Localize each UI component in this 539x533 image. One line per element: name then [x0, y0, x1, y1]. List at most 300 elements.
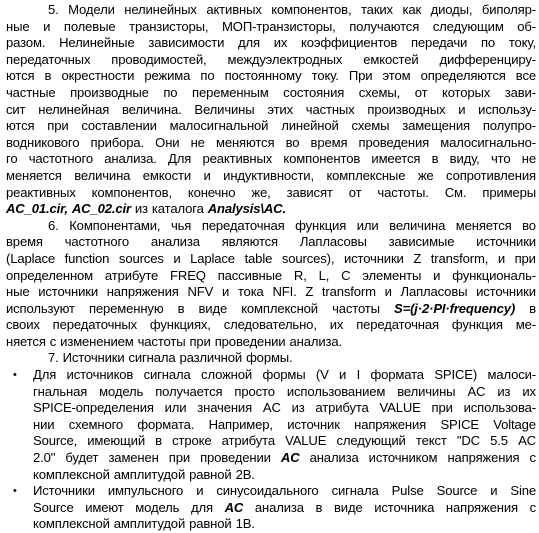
word: определяются: [420, 68, 506, 84]
word: 5.: [48, 2, 59, 17]
text-line: [6, 317, 536, 334]
text-line: [6, 268, 536, 285]
word: AC_01.cir,: [6, 201, 68, 217]
word: все: [515, 68, 536, 84]
word: Laplace: [190, 250, 235, 266]
word: по: [480, 35, 496, 51]
text-line: [6, 450, 536, 467]
text-line: [6, 483, 536, 500]
word: нии: [33, 416, 55, 432]
text-line: [6, 168, 536, 185]
word: в: [315, 499, 323, 515]
word: получается: [155, 383, 223, 399]
word: меняются: [215, 134, 275, 150]
word: формата.: [137, 416, 195, 432]
word: источники: [476, 284, 536, 300]
word: и: [458, 101, 466, 117]
word: частоты.: [377, 184, 429, 200]
word: емкостей: [363, 51, 419, 67]
word: амплитудой: [113, 466, 186, 482]
word: от: [414, 84, 428, 100]
word: проведении: [200, 450, 271, 466]
word: время: [310, 134, 348, 150]
word: для: [238, 35, 260, 51]
word: Z: [413, 250, 422, 266]
bullet-icon: •: [13, 369, 17, 382]
word: 1В.: [235, 516, 255, 532]
word: NFI.: [272, 284, 297, 300]
word: Лапласовы: [299, 234, 367, 250]
word: составлении: [81, 118, 157, 134]
word: Для: [168, 151, 192, 167]
word: напряжения: [447, 450, 520, 466]
word: формы.: [246, 350, 293, 366]
word: междуэлектродных: [227, 51, 343, 67]
word: передаточная: [356, 317, 439, 333]
word: передаточных: [52, 317, 137, 333]
word: таких: [360, 2, 393, 17]
word: току.: [311, 68, 339, 84]
word: источники: [343, 250, 404, 266]
text-line: [6, 284, 536, 301]
text-line: [6, 52, 536, 69]
word: модель: [135, 499, 180, 515]
text-line: [6, 334, 536, 351]
word: при: [514, 250, 536, 266]
word: функция: [451, 317, 503, 333]
word: что: [490, 151, 511, 167]
word: биполяр-: [481, 2, 536, 17]
word: ются: [6, 118, 35, 134]
word: являются: [221, 234, 278, 250]
word: Source,: [33, 433, 78, 449]
text-line: [6, 500, 536, 517]
word: анализа: [254, 499, 304, 515]
word: проведения: [358, 134, 430, 150]
word: анализа.: [289, 333, 342, 349]
word: атрибута: [315, 400, 369, 416]
word: сит: [6, 101, 26, 117]
word: чья: [170, 217, 192, 233]
word: в: [155, 433, 162, 449]
word: частные: [6, 84, 56, 100]
word: SPICE): [434, 367, 478, 383]
word: водникового: [6, 134, 80, 150]
word: 2.0": [33, 450, 56, 466]
word: схемы,: [358, 84, 401, 100]
word: и: [173, 250, 181, 266]
word: в: [177, 300, 185, 316]
word: примеры: [482, 184, 536, 200]
word: анализа: [309, 450, 359, 466]
text-line: [6, 234, 536, 251]
word: AC: [280, 450, 300, 466]
word: величины: [397, 383, 456, 399]
word: переменным: [192, 84, 269, 100]
text-line: [6, 102, 536, 119]
word: источник: [287, 416, 340, 432]
word: атрибуте: [104, 267, 159, 283]
word: I: [356, 367, 361, 383]
word: использу-: [478, 101, 536, 117]
word: AC_02.cir: [71, 201, 131, 217]
word: Источники: [62, 350, 125, 366]
word: используют: [6, 300, 75, 316]
word: просто: [234, 383, 275, 399]
text-line: [6, 135, 536, 152]
paragraph-p5: [6, 2, 536, 218]
word: производные: [70, 84, 149, 100]
word: AC: [224, 499, 244, 515]
word: окрестности: [61, 68, 135, 84]
word: сложной: [201, 367, 253, 383]
word: Для: [33, 367, 57, 383]
word: для: [191, 499, 213, 515]
word: виду,: [449, 151, 480, 167]
text-line: [6, 384, 536, 401]
word: Pulse: [391, 483, 424, 499]
word: диоды,: [430, 2, 473, 17]
word: реактивных: [202, 151, 273, 167]
body-text: [6, 2, 536, 367]
text-line: [6, 467, 536, 484]
word: проводимостей,: [111, 51, 207, 67]
word: SPICE: [440, 416, 479, 432]
word: проведении: [214, 333, 286, 349]
word: R,: [293, 267, 307, 283]
word: из: [497, 383, 511, 399]
word: модель: [99, 383, 144, 399]
text-line: [6, 301, 536, 318]
word: величина: [74, 167, 131, 183]
word: комплексные: [326, 167, 406, 183]
word: схемного: [68, 416, 124, 432]
word: как: [402, 2, 422, 17]
word: См.: [444, 184, 467, 200]
word: го: [6, 151, 18, 167]
word: Voltage: [493, 416, 536, 432]
word: ме-: [515, 317, 536, 333]
word: transform: [321, 284, 376, 300]
word: нелинейных: [124, 2, 197, 17]
word: компонентов,: [91, 184, 172, 200]
word: синусоидального: [216, 483, 319, 499]
word: частных: [305, 101, 355, 117]
word: зависят: [286, 184, 333, 200]
word: следовательно,: [223, 317, 317, 333]
word: Source: [436, 483, 478, 499]
word: полевые: [63, 18, 116, 34]
word: которых: [441, 84, 491, 100]
word: комплексной: [241, 300, 318, 316]
word: малоси-: [487, 367, 536, 383]
word: этих: [267, 101, 293, 117]
word: функциональ-: [452, 267, 536, 283]
text-line: [6, 201, 536, 218]
word: формата: [370, 367, 424, 383]
word: режима: [144, 68, 191, 84]
text-line: [6, 68, 536, 85]
word: разом.: [6, 35, 46, 51]
word: VALUE: [379, 400, 421, 416]
text-line: [6, 218, 536, 235]
word: transform,: [430, 250, 489, 266]
word: сигнала: [331, 483, 379, 499]
text-line: [6, 251, 536, 268]
text-line: [6, 367, 536, 384]
word: 5.5: [490, 433, 508, 449]
word: с: [529, 499, 536, 515]
word: Sine: [510, 483, 536, 499]
word: же: [417, 167, 434, 183]
word: линейной: [281, 118, 339, 134]
text-line: [6, 2, 536, 19]
word: частоты: [332, 300, 380, 316]
word: емкости: [142, 167, 192, 183]
word: их: [273, 35, 288, 51]
word: function: [64, 250, 110, 266]
word: Лапласовы: [400, 284, 468, 300]
word: функциях,: [149, 317, 211, 333]
word: Source: [33, 499, 74, 515]
text-line: [6, 35, 536, 52]
word: активных: [206, 2, 262, 17]
text-line: [6, 85, 536, 102]
word: и: [339, 367, 347, 383]
word: текст: [415, 433, 447, 449]
text-line: [6, 19, 536, 36]
word: комплексной: [33, 516, 110, 532]
word: следующим: [432, 18, 504, 34]
word: из: [291, 400, 305, 416]
word: амплитудой: [113, 516, 186, 532]
word: конечно: [187, 184, 236, 200]
word: L,: [318, 267, 330, 283]
word: нелинейная: [38, 101, 110, 117]
word: частотного: [28, 151, 94, 167]
bullet-icon: •: [13, 485, 17, 498]
word: sources),: [281, 250, 335, 266]
word: об-: [517, 18, 536, 34]
word: состояния: [283, 84, 345, 100]
word: коэффициентов: [301, 35, 398, 51]
word: малосигнально-: [440, 134, 536, 150]
word: (Laplace: [6, 250, 56, 266]
word: равной: [189, 466, 232, 482]
word: частотного: [64, 234, 129, 250]
word: передаточных: [6, 51, 91, 67]
word: источники: [476, 234, 536, 250]
word: во: [285, 134, 300, 150]
word: Источники: [33, 483, 95, 499]
word: 6.: [48, 217, 59, 233]
word: NFV: [187, 284, 214, 300]
word: изменением: [60, 333, 134, 349]
word: строке: [172, 433, 212, 449]
word: при: [47, 118, 69, 134]
word: прибора.: [90, 134, 144, 150]
text-line: [6, 400, 536, 417]
word: няется: [6, 333, 46, 349]
word: и: [384, 284, 392, 300]
word: SPICE-определения: [33, 400, 154, 416]
word: Величины: [194, 101, 255, 117]
text-line: [6, 516, 536, 533]
word: Analysis\AC.: [207, 201, 286, 217]
word: частоты: [137, 333, 186, 349]
word: Например,: [208, 416, 273, 432]
word: этом: [382, 68, 411, 84]
paragraph-p7: [6, 350, 536, 367]
word: замещения: [402, 118, 470, 134]
word: в: [431, 151, 439, 167]
word: и: [196, 483, 204, 499]
word: малосигнальной: [169, 118, 269, 134]
word: индуктивности,: [223, 167, 314, 183]
word: и: [203, 167, 211, 183]
word: атрибута: [221, 433, 275, 449]
word: не: [521, 151, 536, 167]
word: будет: [65, 450, 99, 466]
text-line: [6, 151, 536, 168]
word: использова-: [463, 400, 536, 416]
word: не: [190, 134, 205, 150]
word: во: [522, 217, 536, 233]
word: зависимости: [148, 35, 225, 51]
word: источника: [374, 499, 435, 515]
word: напряжения: [354, 416, 427, 432]
word: виде: [333, 499, 363, 515]
word: сигнала: [128, 350, 176, 366]
word: их: [329, 317, 344, 333]
word: току,: [508, 35, 536, 51]
word: своих: [6, 317, 40, 333]
word: заменен: [108, 450, 159, 466]
bullet-list: [6, 367, 536, 533]
bullet-item-b2: [6, 483, 536, 533]
word: table: [244, 250, 273, 266]
word: значения: [197, 400, 253, 416]
word: Z: [305, 284, 314, 300]
word: зависимые: [388, 234, 455, 250]
word: Модели: [68, 2, 115, 17]
word: анализа: [150, 234, 200, 250]
word: и: [497, 250, 505, 266]
word: напряжения: [106, 284, 179, 300]
word: реактивных: [6, 184, 76, 200]
word: при: [431, 400, 453, 416]
word: следующий: [336, 433, 406, 449]
word: источников: [66, 367, 134, 383]
word: ются: [6, 68, 35, 84]
word: МОП-транзисторы,: [222, 18, 336, 34]
word: величина.: [122, 101, 182, 117]
word: ные: [6, 18, 30, 34]
text-line: [6, 118, 536, 135]
word: источники: [38, 284, 98, 300]
word: меняется: [455, 217, 512, 233]
word: или: [356, 217, 379, 233]
word: схемы: [351, 118, 390, 134]
word: при: [168, 450, 191, 466]
word: меняется: [6, 167, 62, 183]
word: получаются: [349, 18, 420, 34]
word: переменную: [88, 300, 164, 316]
text-line: [6, 350, 536, 367]
word: комплексной: [33, 466, 110, 482]
word: элементы: [362, 267, 422, 283]
word: "DC: [456, 433, 480, 449]
bullet-item-b1: [6, 367, 536, 483]
word: FREQ: [170, 267, 206, 283]
word: и: [490, 483, 498, 499]
word: При: [348, 68, 373, 84]
word: тока: [237, 284, 264, 300]
word: зави-: [504, 84, 536, 100]
word: время: [6, 234, 43, 250]
word: функция: [295, 217, 347, 233]
word: AC: [518, 433, 536, 449]
word: 2В.: [235, 466, 255, 482]
word: гнальная: [33, 383, 88, 399]
word: и: [433, 267, 441, 283]
word: пассивные: [217, 267, 283, 283]
word: величина: [389, 217, 446, 233]
word: равной: [189, 516, 232, 532]
word: из: [134, 201, 148, 217]
word: имеется: [371, 151, 421, 167]
text-line: [6, 433, 536, 450]
word: передаточная: [201, 217, 285, 233]
word: AC: [467, 383, 486, 399]
word: каталога: [151, 201, 204, 217]
word: источником: [368, 450, 438, 466]
word: сопротивления: [446, 167, 536, 183]
word: их: [522, 383, 536, 399]
word: Они: [155, 134, 180, 150]
word: полупро-: [482, 118, 536, 134]
word: и: [43, 18, 51, 34]
word: и: [221, 284, 230, 300]
text-line: [6, 185, 536, 202]
word: ные: [6, 284, 30, 300]
word: от: [348, 184, 362, 200]
word: определенном: [6, 267, 94, 283]
word: S=(j·2·PI·frequency): [394, 300, 516, 316]
word: передачи: [410, 35, 468, 51]
word: напряжения: [445, 499, 518, 515]
word: компонентов,: [271, 2, 352, 17]
word: же,: [251, 184, 271, 200]
word: при: [189, 333, 211, 349]
word: производных: [367, 101, 446, 117]
word: C: [341, 267, 351, 283]
word: различной: [179, 350, 243, 366]
word: постоянному: [224, 68, 302, 84]
paragraph-p6: [6, 218, 536, 351]
word: 7.: [48, 350, 59, 366]
word: анализа.: [104, 151, 157, 167]
word: с: [529, 450, 536, 466]
word: Компонентами,: [69, 217, 161, 233]
word: VALUE: [285, 433, 327, 449]
word: sources: [118, 250, 164, 266]
word: в: [529, 300, 536, 316]
word: по: [200, 68, 215, 84]
word: в: [44, 68, 52, 84]
word: виде: [198, 300, 228, 316]
word: (V: [315, 367, 329, 383]
